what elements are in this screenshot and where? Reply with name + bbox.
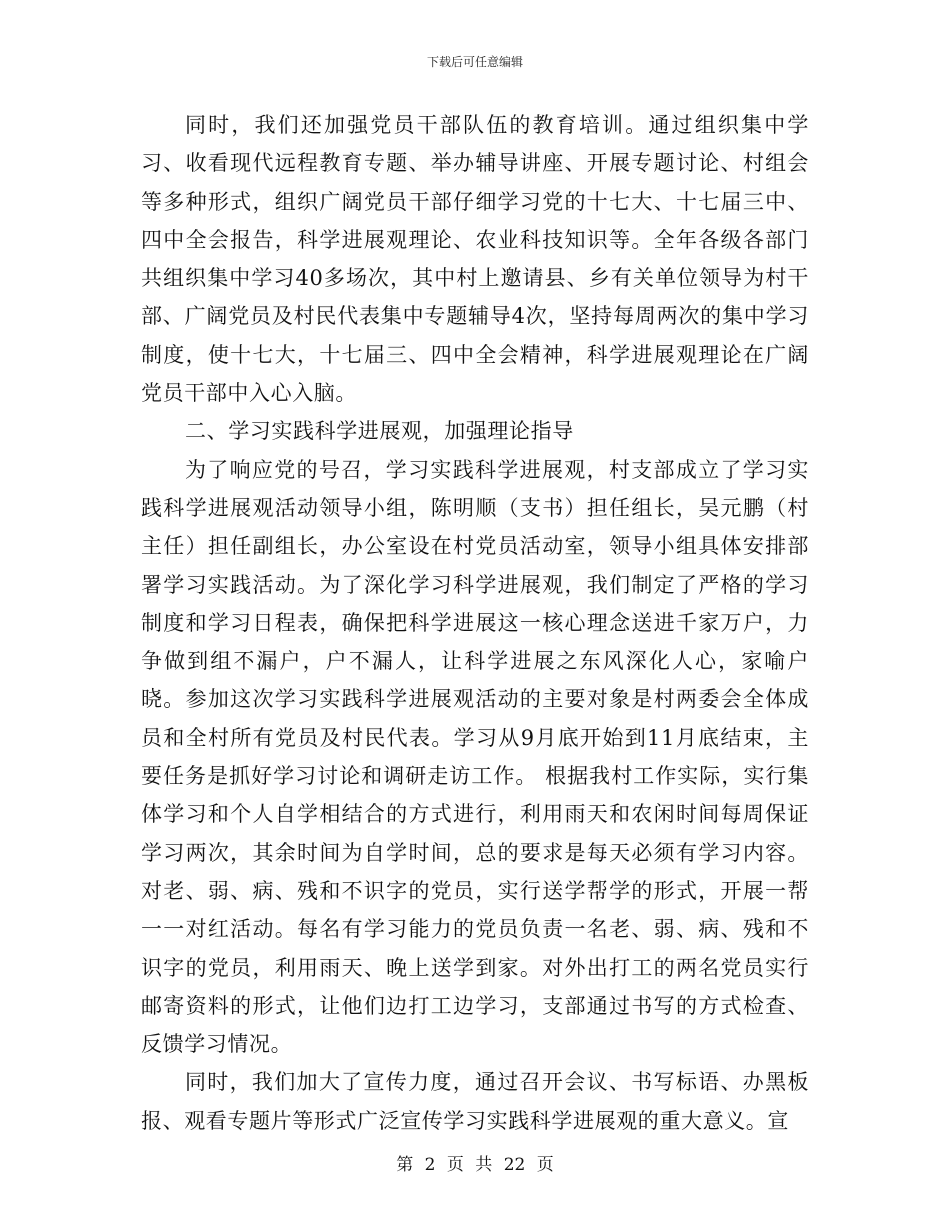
- section-heading: 二、学习实践科学进展观，加强理论指导: [185, 419, 574, 444]
- page-number: 第 2 页 共 22 页: [396, 1155, 554, 1175]
- page-header: 下载后可任意编辑: [426, 55, 523, 69]
- paragraph-study-practice: 为了响应党的号召，学习实践科学进展观，村支部成立了学习实践科学进展观活动领导小组，陈明顺（支书）担任组长，吴元鹏（村主任）担任副组长，办公室设在村党员活动室，领导小组具体安排部署学习实践活动。为了深化学习科学进展观，我们制定了严格的学习制度和学习日程表，确保把科学进展这一核心理念送进千家万户，力争做到组不漏户，户不漏人，让科学进展之东风深化人心，家喻户晓。参加这次学习实践科学进展观活动的主要对象是村两委会全体成员和全村所有党员及村民代表。学习从9月底开始到11月底结束，主要任务是抓好学习讨论和调研走访工作。 根据我村工作实际，实行集体学习和个人自学相结合的方式进行，利用雨天和农闲时间每周保证学习两次，其余时间为自学时间，总的要求是每天必须有学习内容。对老、弱、病、残和不识字的党员，实行送学帮学的形式，开展一帮一一对红活动。每名有学习能力的党员负责一名老、弱、病、残和不识字的党员，利用雨天、晚上送学到家。对外出打工的两名党员实行邮寄资料的形式，让他们边打工边学习，支部通过书写的方式检查、反馈学习情况。: [141, 457, 809, 1057]
- document-body: [141, 106, 809, 1140]
- paragraph-education-training: 同时，我们还加强党员干部队伍的教育培训。通过组织集中学习、收看现代远程教育专题、举办辅导讲座、开展专题讨论、村组会等多种形式，组织广阔党员干部仔细学习党的十七大、十七届三中、四中全会报告，科学进展观理论、农业科技知识等。全年各级各部门共组织集中学习40多场次，其中村上邀请县、乡有关单位领导为村干部、广阔党员及村民代表集中专题辅导4次，坚持每周两次的集中学习制度，使十七大，十七届三、四中全会精神，科学进展观理论在广阔党员干部中入心入脑。: [141, 113, 809, 406]
- paragraph-publicity: 同时，我们加大了宣传力度，通过召开会议、书写标语、办黑板报、观看专题片等形式广泛宣传学习实践科学进展观的重大意义。宣: [141, 1070, 809, 1133]
